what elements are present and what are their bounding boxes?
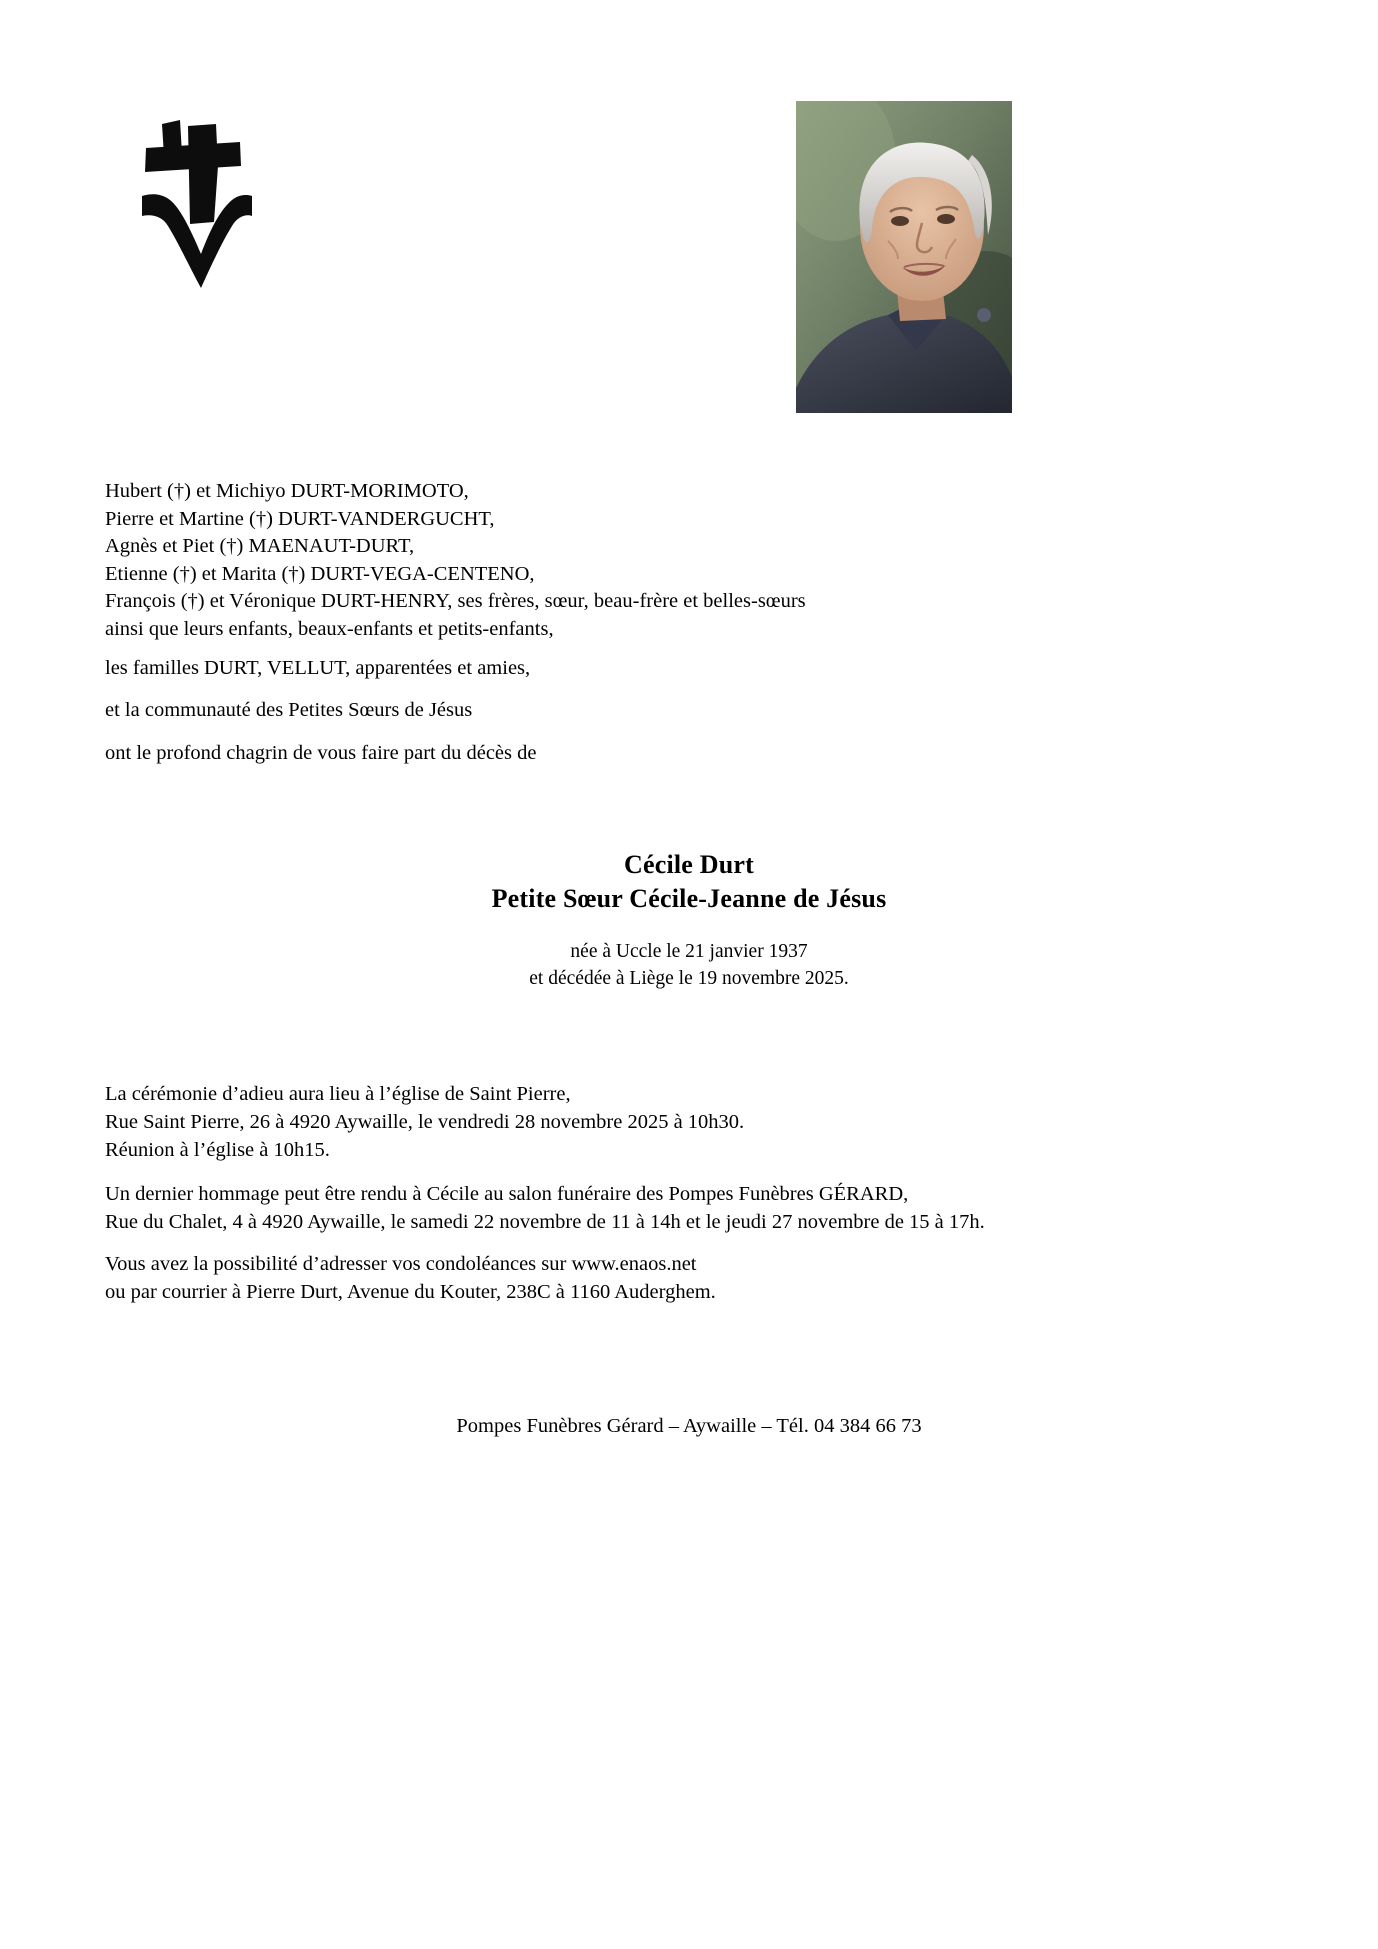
death-line: et décédée à Liège le 19 novembre 2025. <box>529 968 849 989</box>
ceremony-line: La cérémonie d’adieu aura lieu à l’église de Saint Pierre, <box>105 1083 571 1105</box>
birth-line: née à Uccle le 21 janvier 1937 <box>570 941 808 962</box>
birth-death-details <box>0 938 1378 992</box>
ceremony-line: Réunion à l’église à 10h15. <box>105 1139 330 1161</box>
deceased-name: Cécile Durt <box>624 850 754 879</box>
homage-line: Un dernier hommage peut être rendu à Cécile au salon funéraire des Pompes Funèbres GÉRARD, <box>105 1183 909 1205</box>
family-line: François (†) et Véronique DURT-HENRY, ses frères, sœur, beau-frère et belles-sœurs <box>105 590 806 612</box>
family-line: Hubert (†) et Michiyo DURT-MORIMOTO, <box>105 480 469 502</box>
homage-line: Rue du Chalet, 4 à 4920 Aywaille, le samedi 22 novembre de 11 à 14h et le jeudi 27 novembre de 15 à 17h. <box>105 1211 985 1233</box>
condolences-line: ou par courrier à Pierre Durt, Avenue du Kouter, 238C à 1160 Auderghem. <box>105 1281 716 1303</box>
homage-info <box>105 1180 1285 1236</box>
ceremony-line: Rue Saint Pierre, 26 à 4920 Aywaille, le vendredi 28 novembre 2025 à 10h30. <box>105 1111 745 1133</box>
tau-cross-heart-icon <box>128 104 253 289</box>
community-line: et la communauté des Petites Sœurs de Jésus <box>105 699 473 721</box>
funeral-home-footer: Pompes Funèbres Gérard – Aywaille – Tél. 04 384 66 73 <box>456 1415 922 1437</box>
condolences-info <box>105 1250 1285 1306</box>
family-list <box>105 478 1255 643</box>
deceased-religious-name: Petite Sœur Cécile-Jeanne de Jésus <box>491 884 887 913</box>
ceremony-info <box>105 1080 1285 1164</box>
condolences-line: Vous avez la possibilité d’adresser vos condoléances sur www.enaos.net <box>105 1253 697 1275</box>
family-line: Agnès et Piet (†) MAENAUT-DURT, <box>105 535 415 557</box>
announcement-line: ont le profond chagrin de vous faire part du décès de <box>105 742 537 764</box>
portrait-photo <box>796 101 1012 413</box>
family-line: Pierre et Martine (†) DURT-VANDERGUCHT, <box>105 507 495 530</box>
deceased-name-block <box>0 848 1378 992</box>
family-line: ainsi que leurs enfants, beaux-enfants et petits-enfants, <box>105 617 554 640</box>
card-header <box>0 0 1378 430</box>
families-line: les familles DURT, VELLUT, apparentées et amies, <box>105 657 531 679</box>
family-line: Etienne (†) et Marita (†) DURT-VEGA-CENTENO, <box>105 562 535 585</box>
